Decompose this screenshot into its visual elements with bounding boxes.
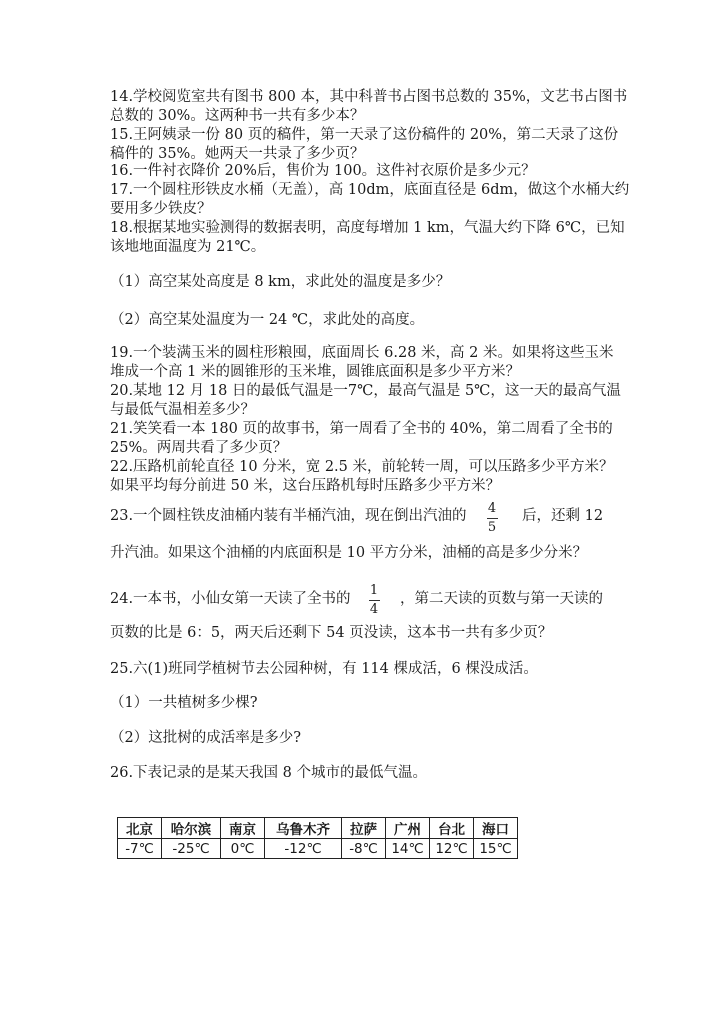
problem-19 xyxy=(110,344,614,382)
problem-line: 15.王阿姨录一份 80 页的稿件，第一天录了这份稿件的 20%，第二天录了这份 xyxy=(110,127,619,143)
problem-18-question-1: （1）高空某处高度是 8 km，求此处的温度是多少？ xyxy=(110,274,451,290)
table-cell-temp: -12℃ xyxy=(265,839,342,859)
problem-line: 与最低气温相差多少？ xyxy=(110,402,255,418)
problem-16 xyxy=(110,162,610,181)
problem-line: 20.某地 12 月 18 日的最低气温是一7℃，最高气温是 5℃，这一天的最高气温 xyxy=(110,383,621,399)
table-header-row xyxy=(118,818,518,839)
problem-20 xyxy=(110,382,621,420)
table-cell-city: 台北 xyxy=(430,818,474,839)
problem-line: 要用多少铁皮？ xyxy=(110,201,212,217)
problem-line: 25%。两周共看了多少页？ xyxy=(110,440,288,456)
problem-line: 该地地面温度为 21℃。 xyxy=(110,239,266,255)
problem-22 xyxy=(110,458,614,496)
table-cell-city: 北京 xyxy=(118,818,162,839)
table-cell-city: 拉萨 xyxy=(342,818,386,839)
problem-line: 19.一个装满玉米的圆柱形粮囤，底面周长 6.28 米，高 2 米。如果将这些玉米 xyxy=(110,345,614,361)
problem-18 xyxy=(110,219,625,257)
problem-line: 稿件的 35%。她两天一共录了多少页？ xyxy=(110,146,365,162)
problem-14 xyxy=(110,88,628,126)
table-cell-temp: -25℃ xyxy=(162,839,221,859)
table-row xyxy=(118,839,518,859)
table-cell-temp: -7℃ xyxy=(118,839,162,859)
problem-21 xyxy=(110,420,613,458)
problem-24-line-1-end: ，第二天读的页数与第一天读的 xyxy=(400,591,603,607)
problem-24-line-1: 24.一本书，小仙女第一天读了全书的 xyxy=(110,591,351,607)
table-cell-city: 乌鲁木齐 xyxy=(265,818,342,839)
fraction-four-fifths xyxy=(484,502,500,535)
table-cell-temp: 14℃ xyxy=(386,839,430,859)
problem-line: 总数的 30%。这两种书一共有多少本？ xyxy=(110,108,365,124)
fraction-denominator: 4 xyxy=(369,602,379,617)
problem-line: 17.一个圆柱形铁皮水桶（无盖），高 10dm，底面直径是 6dm，做这个水桶大约 xyxy=(110,182,630,198)
problem-26: 26.下表记录的是某天我国 8 个城市的最低气温。 xyxy=(110,765,428,781)
problem-23-line-1: 23.一个圆柱铁皮油桶内装有半桶汽油，现在倒出汽油的 xyxy=(110,508,467,524)
fraction-one-quarter xyxy=(366,584,382,617)
problem-23-line-1-end: 后，还剩 12 xyxy=(522,508,604,524)
problem-line: 14.学校阅览室共有图书 800 本，其中科普书占图书总数的 35%，文艺书占图书 xyxy=(110,89,628,105)
problem-15 xyxy=(110,126,619,164)
table-cell-city: 海口 xyxy=(474,818,518,839)
table-cell-city: 南京 xyxy=(221,818,265,839)
problem-line: 如果平均每分前进 50 米，这台压路机每时压路多少平方米？ xyxy=(110,478,501,494)
fraction-bar xyxy=(487,518,498,519)
problem-23-line-2: 升汽油。如果这个油桶的内底面积是 10 平方分米，油桶的高是多少分米？ xyxy=(110,545,588,561)
fraction-numerator: 4 xyxy=(487,501,497,516)
table-cell-temp: -8℃ xyxy=(342,839,386,859)
fraction-denominator: 5 xyxy=(487,520,497,535)
table-cell-temp: 15℃ xyxy=(474,839,518,859)
problem-line: 18.根据某地实验测得的数据表明，高度每增加 1 km，气温大约下降 6℃，已知 xyxy=(110,220,625,236)
problem-line: 堆成一个高 1 米的圆锥形的玉米堆，圆锥底面积是多少平方米？ xyxy=(110,364,520,380)
problem-25-question-2: （2）这批树的成活率是多少? xyxy=(110,730,301,746)
problem-25: 25.六(1)班同学植树节去公园种树，有 114 棵成活，6 棵没成活。 xyxy=(110,661,538,677)
problem-17 xyxy=(110,181,630,219)
table-cell-temp: 0℃ xyxy=(221,839,265,859)
table-cell-city: 广州 xyxy=(386,818,430,839)
table-cell-temp: 12℃ xyxy=(430,839,474,859)
problem-24-line-2: 页数的比是 6：5，两天后还剩下 54 页没读，这本书一共有多少页？ xyxy=(110,625,553,641)
table-cell-city: 哈尔滨 xyxy=(162,818,221,839)
problem-25-question-1: （1）一共植树多少棵? xyxy=(110,695,258,711)
problem-line: 16.一件衬衣降价 20%后，售价为 100。这件衬衣原价是多少元？ xyxy=(110,163,536,179)
city-temperature-table xyxy=(117,817,518,859)
problem-line: 21.笑笑看一本 180 页的故事书，第一周看了全书的 40%，第二周看了全书的 xyxy=(110,421,613,437)
problem-line: 22.压路机前轮直径 10 分米，宽 2.5 米，前轮转一周，可以压路多少平方米？ xyxy=(110,459,614,475)
problem-18-question-2: （2）高空某处温度为一 24 ℃，求此处的高度。 xyxy=(110,312,425,328)
fraction-numerator: 1 xyxy=(369,583,379,598)
fraction-bar xyxy=(369,600,380,601)
